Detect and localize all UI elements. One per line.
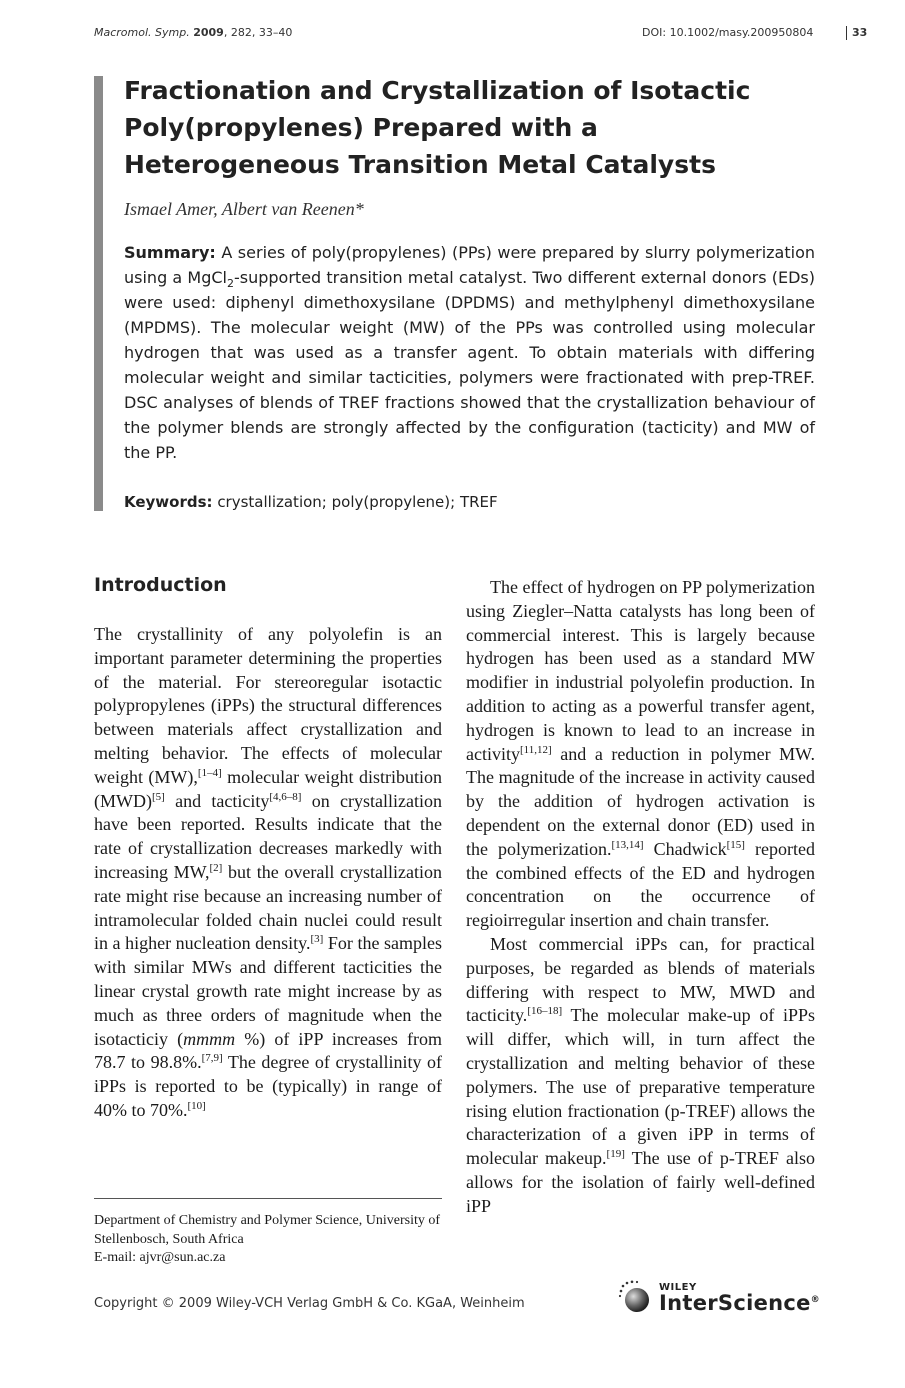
citation-ref: [3] bbox=[310, 933, 324, 946]
right-column bbox=[466, 576, 815, 1219]
interscience-logo bbox=[612, 1270, 822, 1320]
citation-ref: [2] bbox=[209, 861, 223, 874]
paragraph-commercial-ipp bbox=[466, 933, 815, 1219]
doi: DOI: 10.1002/masy.200950804 bbox=[642, 26, 814, 39]
summary-label: Summary: bbox=[124, 243, 216, 262]
left-column bbox=[94, 623, 442, 1123]
citation-ref: [13,14] bbox=[611, 838, 644, 851]
wiley-wordmark: WILEY bbox=[659, 1282, 697, 1293]
authors: Ismael Amer, Albert van Reenen* bbox=[124, 199, 364, 219]
emphasis-text: mmmm bbox=[183, 1028, 236, 1049]
keywords-text: crystallization; poly(propylene); TREF bbox=[212, 493, 498, 511]
body-text: The molecular make-up of iPPs will differ, which will, in turn affect the crystallization and melting behavior of these polymers. The use of preparative temperature rising elution fractionation (p-TREF) allows the characterization of a given iPP in terms of molecular makeup. bbox=[466, 1005, 815, 1169]
summary-text-2: -supported transition metal catalyst. Two different external donors (EDs) were used: diphenyl dimethoxysilane (DPDMS) and methylphenyl dimethoxysilane (MPDMS). The molecular weight (MW) of the PPs was controlled using molecular hydrogen that was used as a transfer agent. To obtain materials with differing molecular weight and similar tacticities, polymers were fractionated with prep-TREF. DSC analyses of blends of TREF fractions showed that the crystallization behaviour of the polymer blends are strongly affected by the configuration (tacticity) and MW of the PP. bbox=[124, 268, 815, 462]
keywords bbox=[124, 491, 498, 513]
citation-ref: [10] bbox=[187, 1099, 206, 1112]
body-text: on crystallization have been reported. Results indicate that the rate of crystallization decreases markedly with increasing MW, bbox=[94, 790, 443, 882]
citation-ref: [4,6–8] bbox=[269, 790, 302, 803]
running-header bbox=[94, 26, 868, 44]
journal-citation bbox=[94, 26, 292, 39]
body-text: The degree of crystallinity of iPPs is reported to be (typically) in range of 40% to 70%. bbox=[94, 1052, 442, 1120]
summary-text-1: A series of poly(propylenes) (PPs) were prepared by slurry polymerization using a MgCl bbox=[124, 243, 815, 287]
body-text: The effect of hydrogen on PP polymerization using Ziegler–Natta catalysts has long been of commercial interest. This is largely because hydrogen has been used as a standard MW modifier in industrial polyolefin production. In addition to acting as a powerful transfer agent, hydrogen is known to lead to an increase in activity bbox=[466, 577, 815, 764]
citation-ref: [15] bbox=[726, 838, 745, 851]
keywords-label: Keywords: bbox=[124, 493, 213, 511]
citation-ref: [16–18] bbox=[527, 1005, 563, 1018]
citation-ref: [11,12] bbox=[519, 743, 552, 756]
citation-ref: [7,9] bbox=[201, 1052, 223, 1065]
citation-ref: [1–4] bbox=[197, 766, 222, 779]
page-number: 33 bbox=[846, 26, 867, 40]
citation-ref: [19] bbox=[606, 1148, 625, 1161]
body-text: reported the combined effects of the ED and hydrogen concentration on the occurrence of regioirregular insertion and chain transfer. bbox=[466, 838, 815, 931]
body-text: The use of p-TREF also allows for the isolation of fairly well-defined iPP bbox=[466, 1148, 815, 1216]
journal-name: Macromol. Symp. bbox=[94, 26, 190, 39]
section-heading-introduction: Introduction bbox=[94, 574, 227, 596]
body-text: %) of iPP increases from 78.7 to 98.8%. bbox=[94, 1028, 442, 1073]
summary-subscript: 2 bbox=[226, 277, 234, 291]
copyright: Copyright © 2009 Wiley-VCH Verlag GmbH & Co. KGaA, Weinheim bbox=[94, 1296, 525, 1311]
journal-year: 2009 bbox=[193, 26, 224, 39]
affiliation: Department of Chemistry and Polymer Science, University of Stellenbosch, South Africa bbox=[94, 1213, 441, 1247]
email: E-mail: ajvr@sun.ac.za bbox=[94, 1250, 226, 1265]
journal-volume-pages: , 282, 33–40 bbox=[223, 26, 293, 39]
affiliation-footnote bbox=[94, 1212, 442, 1268]
body-text: Chadwick bbox=[643, 838, 727, 859]
intro-paragraph bbox=[94, 623, 442, 1123]
body-text: molecular weight distribution (MWD) bbox=[94, 766, 442, 811]
footnote-divider bbox=[94, 1198, 442, 1199]
body-text: For the samples with similar MWs and different tacticities the linear crystal growth rate might increase by as much as three orders of magnitude when the isotacticiy ( bbox=[94, 933, 442, 1049]
interscience-text: InterScience bbox=[659, 1291, 811, 1315]
body-text: and tacticity bbox=[164, 790, 270, 811]
registered-mark: ® bbox=[810, 1295, 820, 1305]
paragraph-hydrogen bbox=[466, 576, 815, 933]
interscience-wordmark bbox=[659, 1291, 820, 1315]
body-text: The crystallinity of any polyolefin is an important parameter determining the properties of the material. For stereoregular isotactic polypropylenes (iPPs) the structural differences between materials affect crystallization and melting behavior. The effects of molecular weight (MW), bbox=[94, 624, 442, 787]
body-text: but the overall crystallization rate might rise because an increasing number of intramolecular folded chain nuclei could result in a higher nucleation density. bbox=[94, 861, 442, 954]
body-text: Most commercial iPPs can, for practical purposes, be regarded as blends of materials differing with respect to MW, MWD and tacticity. bbox=[466, 933, 815, 1026]
interscience-globe-icon bbox=[618, 1280, 652, 1314]
abstract-side-bar bbox=[94, 76, 103, 511]
article-title: Fractionation and Crystallization of Isotactic Poly(propylenes) Prepared with a Heterogeneous Transition Metal Catalysts bbox=[124, 76, 751, 179]
citation-ref: [5] bbox=[151, 790, 165, 803]
body-text: and a reduction in polymer MW. The magnitude of the increase in activity caused by the addition of hydrogen activation is dependent on the external donor (ED) used in the polymerization. bbox=[466, 743, 815, 859]
summary bbox=[124, 240, 815, 465]
